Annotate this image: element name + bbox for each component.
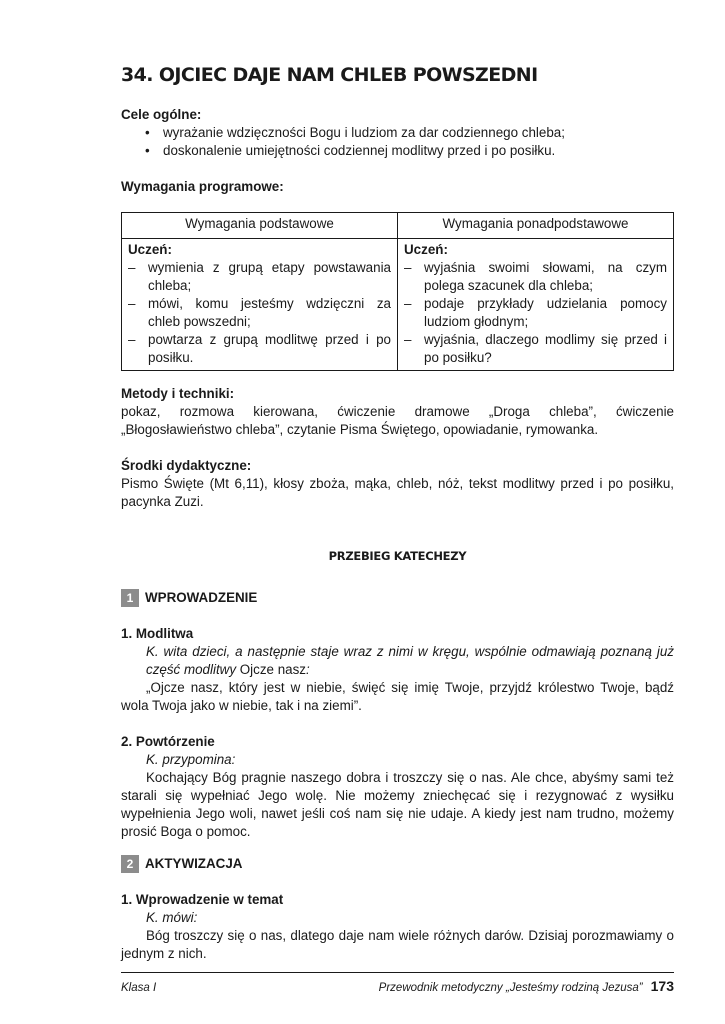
table-cell-basic bbox=[122, 239, 398, 371]
table-header-advanced: Wymagania ponadpodstawowe bbox=[398, 213, 674, 239]
metody-label: Metody i techniki: bbox=[121, 386, 235, 401]
subsection-title: 2. Powtórzenie bbox=[121, 734, 215, 749]
footer-class: Klasa I bbox=[121, 982, 157, 994]
cele-section bbox=[121, 106, 674, 160]
table-header-basic: Wymagania podstawowe bbox=[122, 213, 398, 239]
table-cell-advanced bbox=[398, 239, 674, 371]
srodki-text: Pismo Święte (Mt 6,11), kłosy zboża, mąka, chleb, nóż, tekst modlitwy przed i po posiłku, pacynka Zuzi. bbox=[121, 476, 674, 509]
subsection-title: 1. Wprowadzenie w temat bbox=[121, 892, 284, 907]
wymagania-label: Wymagania programowe: bbox=[121, 179, 284, 194]
instruction: K. przypomina: bbox=[146, 752, 236, 767]
instruction: K. wita dzieci, a następnie staje wraz z nimi w kręgu, wspólnie odmawiają poznaną już część modlitwy Ojcze nasz: bbox=[146, 644, 674, 677]
list-item: – wyjaśnia, dlaczego modlimy się przed i po posiłku? bbox=[404, 331, 667, 367]
cele-list bbox=[121, 124, 674, 160]
cell-lead: Uczeń: bbox=[128, 242, 172, 257]
page-footer bbox=[121, 972, 674, 997]
przebieg-heading: PRZEBIEG KATECHEZY bbox=[328, 549, 467, 563]
step-label: AKTYWIZACJA bbox=[145, 856, 243, 871]
page-title: 34. OJCIEC DAJE NAM CHLEB POWSZEDNI bbox=[121, 64, 538, 86]
srodki-label: Środki dydaktyczne: bbox=[121, 458, 252, 473]
page-number: 173 bbox=[650, 978, 674, 994]
wymagania-table bbox=[121, 212, 674, 371]
cele-label: Cele ogólne: bbox=[121, 107, 202, 122]
footer-right bbox=[379, 977, 674, 997]
footer-book-title: Przewodnik metodyczny „Jesteśmy rodziną Jezusa” bbox=[378, 982, 643, 994]
body-text: Kochający Bóg pragnie naszego dobra i troszczy się o nas. Ale chce, abyśmy sami też starali się wypełniać Jego wolę. Nie możemy zniechęcać się i rezygnować z wysiłku wypełnienia Jego woli, nawet jeśli coś nam się nie udaje. A kiedy jest nam trudno, możemy prosić Boga o pomoc. bbox=[121, 770, 674, 839]
metody-text: pokaz, rozmowa kierowana, ćwiczenie dramowe „Droga chleba”, ćwiczenie „Błogosławieństwo chleba”, czytanie Pisma Świętego, opowiadanie, rymowanka. bbox=[121, 404, 674, 437]
subsection-title: 1. Modlitwa bbox=[121, 626, 194, 641]
srodki-section bbox=[121, 457, 674, 511]
step-heading-2 bbox=[121, 855, 674, 873]
instruction: K. mówi: bbox=[146, 910, 198, 925]
powtorzenie-block bbox=[121, 733, 674, 841]
basic-list bbox=[128, 259, 391, 367]
list-item: – powtarza z grupą modlitwę przed i po posiłku. bbox=[128, 331, 391, 367]
cele-item: • doskonalenie umiejętności codziennej modlitwy przed i po posiłku. bbox=[145, 142, 674, 160]
list-item: – podaje przykłady udzielania pomocy ludziom głodnym; bbox=[404, 295, 667, 331]
list-item: – wyjaśnia swoimi słowami, na czym polega szacunek dla chleba; bbox=[404, 259, 667, 295]
modlitwa-block bbox=[121, 625, 674, 715]
page-content bbox=[121, 62, 674, 963]
cele-item: • wyrażanie wdzięczności Bogu i ludziom za dar codziennego chleba; bbox=[145, 124, 674, 142]
wprowadzenie-block bbox=[121, 891, 674, 963]
body-text: Bóg troszczy się o nas, dlatego daje nam wiele różnych darów. Dzisiaj porozmawiamy o jednym z nich. bbox=[121, 928, 674, 961]
step-number-badge: 2 bbox=[121, 855, 139, 873]
step-heading-1 bbox=[121, 589, 674, 607]
metody-section bbox=[121, 385, 674, 439]
list-item: – mówi, komu jesteśmy wdzięczni za chleb powszedni; bbox=[128, 295, 391, 331]
prayer-text: „Ojcze nasz, który jest w niebie, święć się imię Twoje, przyjdź królestwo Twoje, bądź wola Twoja jako w niebie, tak i na ziemi”. bbox=[121, 680, 674, 713]
list-item: – wymienia z grupą etapy powstawania chleba; bbox=[128, 259, 391, 295]
wymagania-section bbox=[121, 178, 674, 371]
step-label: WPROWADZENIE bbox=[145, 590, 258, 605]
cell-lead: Uczeń: bbox=[404, 242, 448, 257]
advanced-list bbox=[404, 259, 667, 367]
step-number-badge: 1 bbox=[121, 589, 139, 607]
